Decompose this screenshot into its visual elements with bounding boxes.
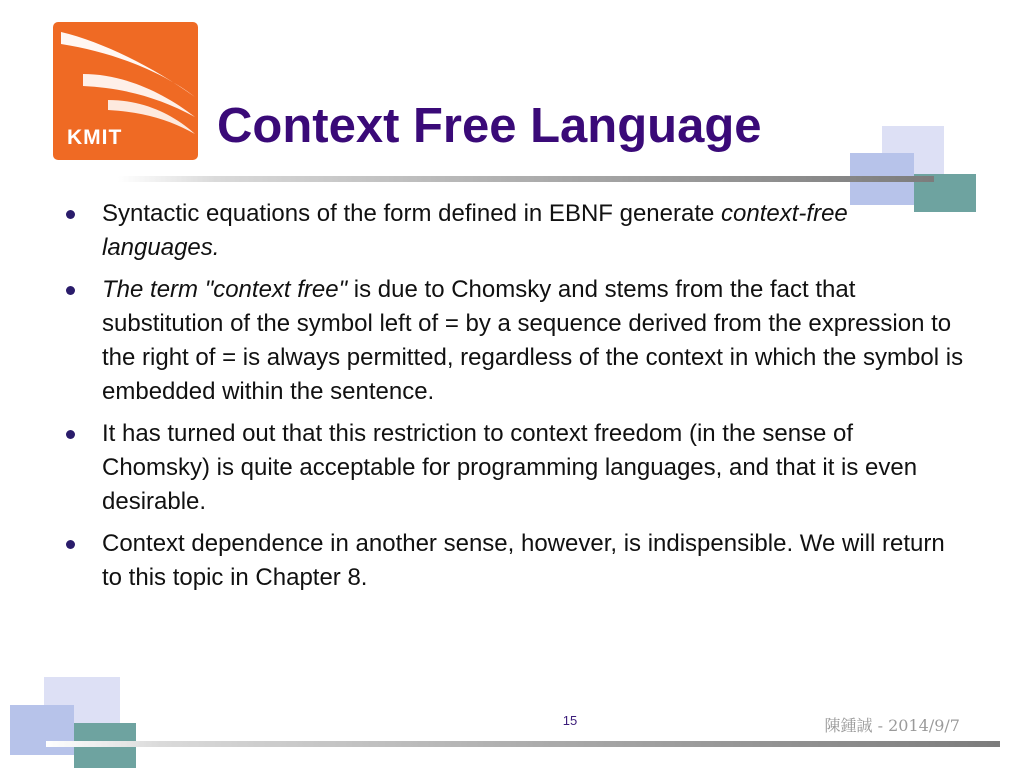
footer-note: 陳鍾誠 - 2014/9/7 xyxy=(824,716,960,735)
list-item xyxy=(66,527,966,595)
bullet-icon xyxy=(66,210,75,219)
list-item xyxy=(66,273,966,409)
bullet-text: Syntactic equations of the form defined in EBNF generate xyxy=(102,200,722,227)
list-item xyxy=(66,417,966,519)
kmit-logo xyxy=(53,22,198,160)
bullet-text-italic: context-free languages. xyxy=(102,200,848,261)
bullet-list xyxy=(66,197,966,603)
bullet-text-italic: The term "context free" xyxy=(102,276,348,303)
bullet-text: Context dependence in another sense, however, is indispensible. We will return to this topic in Chapter 8. xyxy=(102,530,945,591)
page-number: 15 xyxy=(562,713,578,728)
bullet-text: is due to Chomsky and stems from the fact that substitution of the symbol left of = by a sequence derived from the expression to the right of = is always permitted, regardless of the context in which the symbol is embedded within the sentence. xyxy=(102,276,964,405)
bullet-icon xyxy=(66,430,75,439)
page-title: Context Free Language xyxy=(217,99,762,153)
bullet-icon xyxy=(66,540,75,549)
bullet-text: It has turned out that this restriction to context freedom (in the sense of Chomsky) is quite acceptable for programming languages, and that it is even desirable. xyxy=(102,420,918,515)
bullet-icon xyxy=(66,286,75,295)
footer-divider xyxy=(46,741,1000,747)
logo-text: KMIT xyxy=(67,126,123,149)
title-divider xyxy=(118,176,934,182)
list-item xyxy=(66,197,966,265)
deco-square xyxy=(10,705,74,755)
